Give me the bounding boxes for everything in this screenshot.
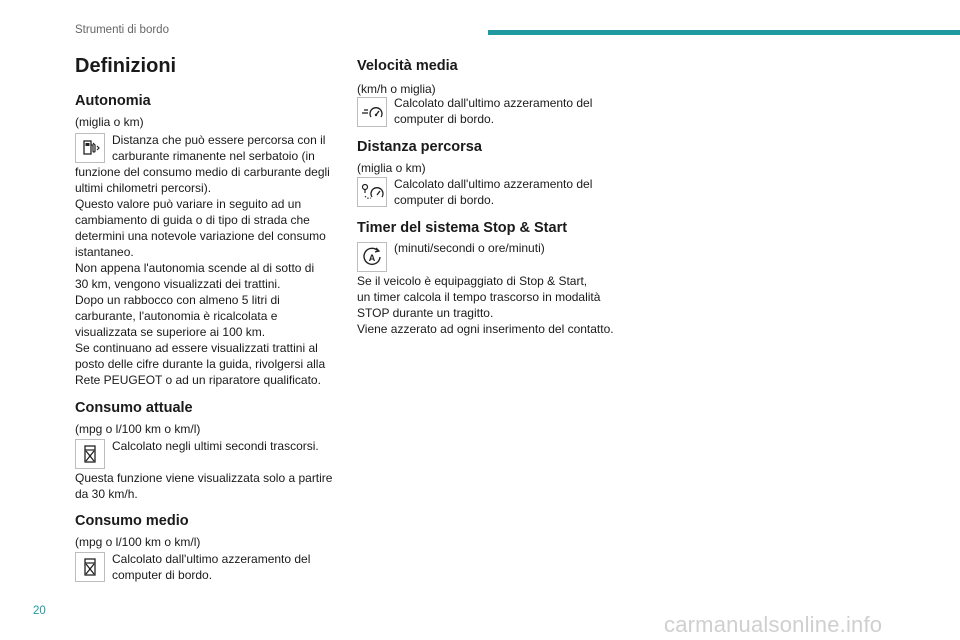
text-consumo-attuale-l1: Calcolato negli ultimi secondi trascorsi.	[112, 439, 319, 453]
page-title: Definizioni	[75, 55, 177, 77]
text-consumo-medio-l1: Calcolato dall'ultimo azzeramento del	[112, 552, 311, 566]
text-autonomia-l10: 30 km, vengono visualizzati dei trattini.	[75, 277, 281, 291]
distance-travelled-icon	[357, 177, 387, 207]
text-autonomia-l3: funzione del consumo medio di carburante degli	[75, 165, 330, 179]
text-velocita-media-l2: computer di bordo.	[394, 112, 495, 126]
unit-velocita-media: (km/h o miglia)	[357, 82, 436, 96]
section-title-timer-stop-start: Timer del sistema Stop & Start	[357, 220, 568, 236]
section-title-consumo-medio: Consumo medio	[75, 513, 189, 529]
average-speed-icon	[357, 97, 387, 127]
section-title-velocita-media: Velocità media	[357, 58, 458, 74]
text-autonomia-l16: Rete PEUGEOT o ad un riparatore qualificato.	[75, 373, 321, 387]
unit-consumo-attuale: (mpg o l/100 km o km/l)	[75, 422, 201, 436]
page-number: 20	[33, 605, 46, 617]
text-autonomia-l6: cambiamento di guida o di tipo di strada che	[75, 213, 310, 227]
unit-consumo-medio: (mpg o l/100 km o km/l)	[75, 535, 201, 549]
note-timer-l4: Viene azzerato ad ogni inserimento del contatto.	[357, 322, 614, 336]
text-autonomia-l12: carburante, l'autonomia è ricalcolata e	[75, 309, 278, 323]
note-timer-l1: Se il veicolo è equipaggiato di Stop & Start,	[357, 274, 588, 288]
note-timer-l3: STOP durante un tragitto.	[357, 306, 494, 320]
text-autonomia-l9: Non appena l'autonomia scende al di sotto di	[75, 261, 315, 275]
unit-autonomia: (miglia o km)	[75, 115, 144, 129]
note-timer-l2: un timer calcola il tempo trascorso in modalità	[357, 290, 601, 304]
text-autonomia-l4: ultimi chilometri percorsi).	[75, 181, 212, 195]
section-title-distanza-percorsa: Distanza percorsa	[357, 139, 482, 155]
consumption-icon	[75, 552, 105, 582]
header-accent-bar	[488, 30, 960, 35]
text-autonomia-l1: Distanza che può essere percorsa con il	[112, 133, 326, 147]
svg-text:A: A	[368, 253, 376, 263]
text-autonomia-l7: determini una notevole variazione del consumo	[75, 229, 326, 243]
section-title-consumo-attuale: Consumo attuale	[75, 400, 193, 416]
text-timer-unit: (minuti/secondi o ore/minuti)	[394, 241, 545, 255]
watermark: carmanualsonline.info	[664, 612, 883, 637]
text-autonomia-l8: istantaneo.	[75, 245, 134, 259]
text-consumo-medio-l2: computer di bordo.	[112, 568, 213, 582]
running-header: Strumenti di bordo	[75, 24, 169, 36]
consumption-icon	[75, 439, 105, 469]
text-distanza-percorsa-l2: computer di bordo.	[394, 193, 495, 207]
text-autonomia-l11: Dopo un rabbocco con almeno 5 litri di	[75, 293, 280, 307]
text-autonomia-l14: Se continuano ad essere visualizzati trattini al	[75, 341, 318, 355]
fuel-pump-icon	[75, 133, 105, 163]
note-consumo-attuale-l1: Questa funzione viene visualizzata solo a partire	[75, 471, 333, 485]
text-velocita-media-l1: Calcolato dall'ultimo azzeramento del	[394, 96, 593, 110]
text-autonomia-l15: posto delle cifre durante la guida, rivolgersi alla	[75, 357, 326, 371]
section-title-autonomia: Autonomia	[75, 93, 151, 109]
text-autonomia-l13: visualizzata se superiore ai 100 km.	[75, 325, 266, 339]
note-consumo-attuale-l2: da 30 km/h.	[75, 487, 138, 501]
text-autonomia-l2: carburante rimanente nel serbatoio (in	[112, 149, 315, 163]
stop-start-icon	[357, 242, 387, 272]
unit-distanza-percorsa: (miglia o km)	[357, 161, 426, 175]
text-distanza-percorsa-l1: Calcolato dall'ultimo azzeramento del	[394, 177, 593, 191]
text-autonomia-l5: Questo valore può variare in seguito ad un	[75, 197, 302, 211]
